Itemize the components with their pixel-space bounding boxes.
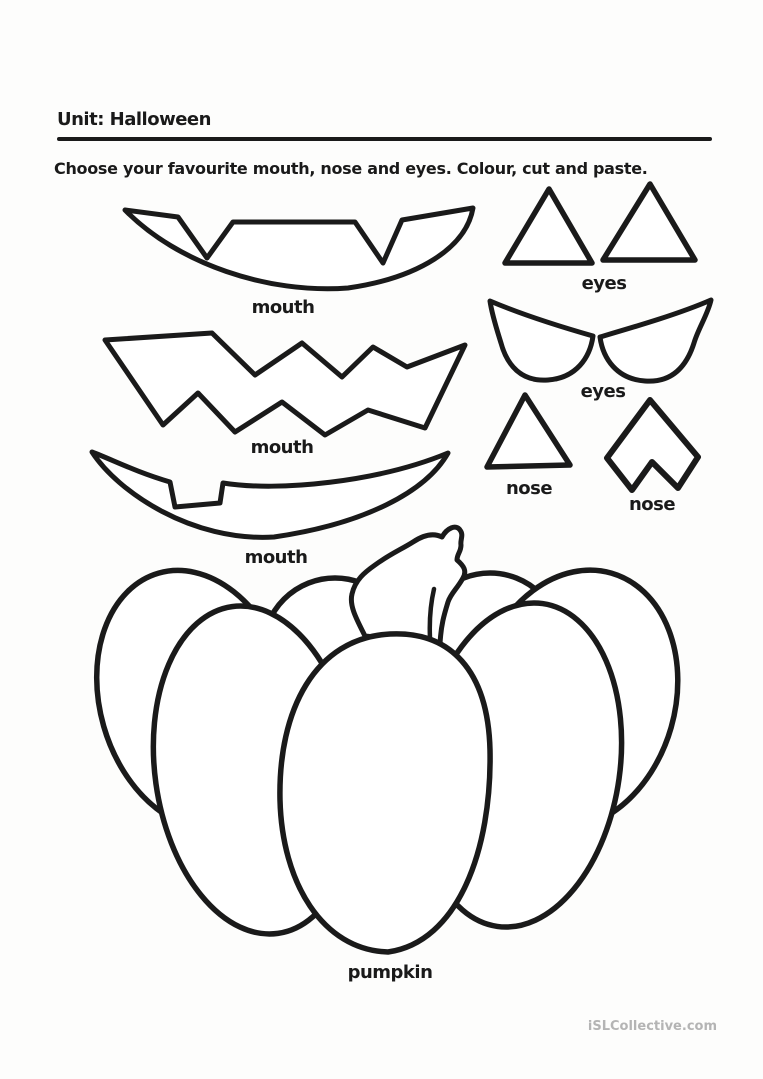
- pumpkin-center-lobe: [280, 634, 490, 952]
- fanged-mouth-shape: [125, 208, 473, 289]
- angry-eyes-drawing: [483, 295, 718, 390]
- angry-eye-left-shape: [490, 301, 593, 380]
- angry-eye-right-shape: [600, 300, 711, 381]
- angry-eyes-label: eyes: [580, 381, 626, 402]
- pumpkin-label: pumpkin: [347, 962, 433, 983]
- fanged-mouth-drawing: [118, 198, 480, 298]
- crescent-mouth-label: mouth: [244, 547, 308, 568]
- fanged-mouth-label: mouth: [251, 297, 315, 318]
- instructions-text: Choose your favourite mouth, nose and eyes. Colour, cut and paste.: [54, 159, 648, 178]
- zigzag-mouth-drawing: [98, 328, 473, 443]
- triangle-eye-right-shape: [603, 184, 695, 260]
- chevron-nose-drawing: [595, 390, 710, 495]
- triangle-nose-shape: [487, 395, 570, 467]
- watermark-text: iSLCollective.com: [587, 1019, 717, 1034]
- triangle-nose-label: nose: [505, 478, 553, 499]
- triangle-eyes-drawing: [495, 180, 705, 272]
- chevron-nose-label: nose: [628, 494, 676, 515]
- unit-title: Unit: Halloween: [57, 109, 211, 130]
- triangle-eyes-label: eyes: [581, 273, 627, 294]
- pumpkin-drawing: [90, 520, 690, 970]
- zigzag-mouth-shape: [105, 333, 465, 435]
- chevron-nose-shape: [607, 400, 698, 490]
- triangle-eye-left-shape: [505, 189, 592, 263]
- triangle-nose-drawing: [480, 390, 575, 475]
- title-underline: [57, 137, 712, 141]
- zigzag-mouth-label: mouth: [250, 437, 314, 458]
